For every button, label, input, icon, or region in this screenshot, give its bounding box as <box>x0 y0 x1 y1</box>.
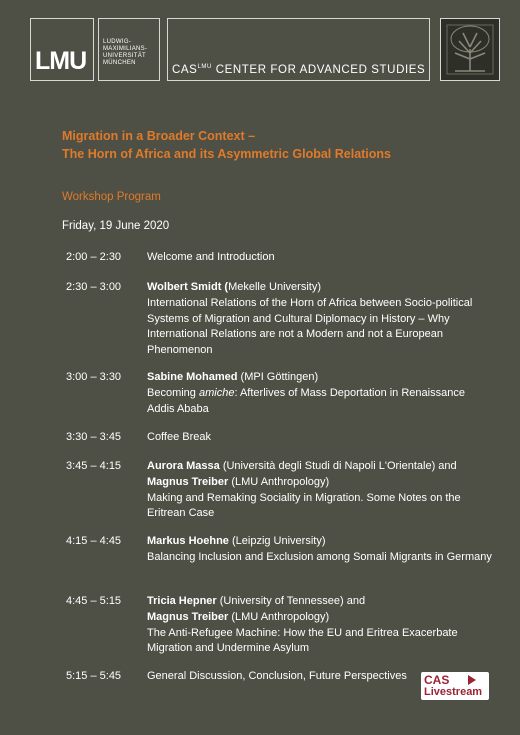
program-time: 5:15 – 5:45 <box>66 670 122 682</box>
program-time: 4:45 – 5:15 <box>66 595 122 607</box>
program-time: 2:00 – 2:30 <box>66 251 122 263</box>
university-name-box <box>98 18 160 81</box>
program-line <box>147 280 492 296</box>
program-time: 3:45 – 4:15 <box>66 460 122 472</box>
speaker-name: Magnus Treiber <box>147 610 229 623</box>
event-date: Friday, 19 June 2020 <box>62 220 170 232</box>
program-description <box>147 430 492 446</box>
program-time: 3:00 – 3:30 <box>66 371 122 383</box>
program-description <box>147 459 492 522</box>
program-line <box>147 594 492 610</box>
program-line <box>147 296 492 359</box>
workshop-program-label: Workshop Program <box>62 191 161 203</box>
header <box>30 18 502 83</box>
program-time: 4:15 – 4:45 <box>66 535 122 547</box>
program-text: Becoming <box>147 386 199 399</box>
university-line: MAXIMILIANS- <box>103 46 148 52</box>
speaker-name: Sabine Mohamed <box>147 371 238 383</box>
title-line-2: The Horn of Africa and its Asymmetric Global Relations <box>62 147 391 161</box>
lmu-logo[interactable] <box>30 18 94 81</box>
program-text: (LMU Anthropology) <box>228 475 330 488</box>
program-description <box>147 534 492 566</box>
program-text: (University of Tennessee) and <box>216 595 366 607</box>
program-line <box>147 250 492 266</box>
program-text: Welcome and Introduction <box>147 251 275 263</box>
tree-logo-icon <box>440 18 500 81</box>
program-text: The Anti-Refugee Machine: How the EU and Eritrea Exacerbate Migration and Undermine Asylum <box>147 626 458 655</box>
program-text: Mekelle University) <box>228 281 321 293</box>
program-line <box>147 491 492 523</box>
speaker-name: Wolbert Smidt ( <box>147 281 229 293</box>
program-description <box>147 594 492 657</box>
program-text: (MPI Göttingen) <box>237 371 319 383</box>
program-line <box>147 386 492 418</box>
program-text: (LMU Anthropology) <box>228 610 330 623</box>
program-text: Balancing Inclusion and Exclusion among Somali Migrants in Germany <box>147 550 492 563</box>
speaker-name: Magnus Treiber <box>147 475 229 488</box>
program-text: (Leipzig University) <box>228 535 326 547</box>
speaker-name: Aurora Massa <box>147 460 220 472</box>
program-line <box>147 459 492 475</box>
program-line <box>147 534 492 550</box>
program-time: 3:30 – 3:45 <box>66 431 122 443</box>
program-text: Coffee Break <box>147 431 212 443</box>
speaker-name: Markus Hoehne <box>147 535 229 547</box>
title-line-1: Migration in a Broader Context – <box>62 129 256 143</box>
program-description <box>147 250 492 266</box>
program-line <box>147 475 492 491</box>
program-line <box>147 550 492 566</box>
program-description <box>147 370 492 417</box>
cas-name: $CAS^{LMU}$ CENTER FOR ADVANCED STUDIES <box>172 64 426 76</box>
program-text: amiche <box>198 386 235 399</box>
livestream-button[interactable] <box>421 672 489 700</box>
program-line <box>147 370 492 386</box>
program-line <box>147 430 492 446</box>
program-text: Making and Remaking Sociality in Migration. Some Notes on the Eritrean Case <box>147 491 461 520</box>
lmu-logo-text: LMU <box>35 47 87 75</box>
livestream-cas: CAS <box>424 673 450 687</box>
program-line <box>147 610 492 626</box>
program-text: : Afterlives of Mass Deportation in Renaissance Addis Ababa <box>147 386 465 415</box>
program-text: General Discussion, Conclusion, Future Perspectives <box>147 670 407 682</box>
cas-box[interactable] <box>167 18 430 81</box>
university-line: MÜNCHEN <box>103 60 136 66</box>
university-line: LUDWIG- <box>103 39 132 45</box>
program-line <box>147 626 492 658</box>
speaker-name: Tricia Hepner <box>147 595 217 607</box>
program-text: (Università degli Studi di Napoli L'Orientale) and <box>219 460 457 472</box>
program-text: International Relations of the Horn of Africa between Socio-political Systems of Migration and Cultural Diplomacy in History – Why International Relations are not a Modern and not a European Phenomenon <box>147 296 473 357</box>
play-icon <box>468 675 476 685</box>
livestream-label: Livestream <box>424 686 483 698</box>
program-time: 2:30 – 3:00 <box>66 281 122 293</box>
university-line: UNIVERSITÄT <box>103 53 146 59</box>
program-description <box>147 280 492 359</box>
event-title <box>62 127 482 163</box>
